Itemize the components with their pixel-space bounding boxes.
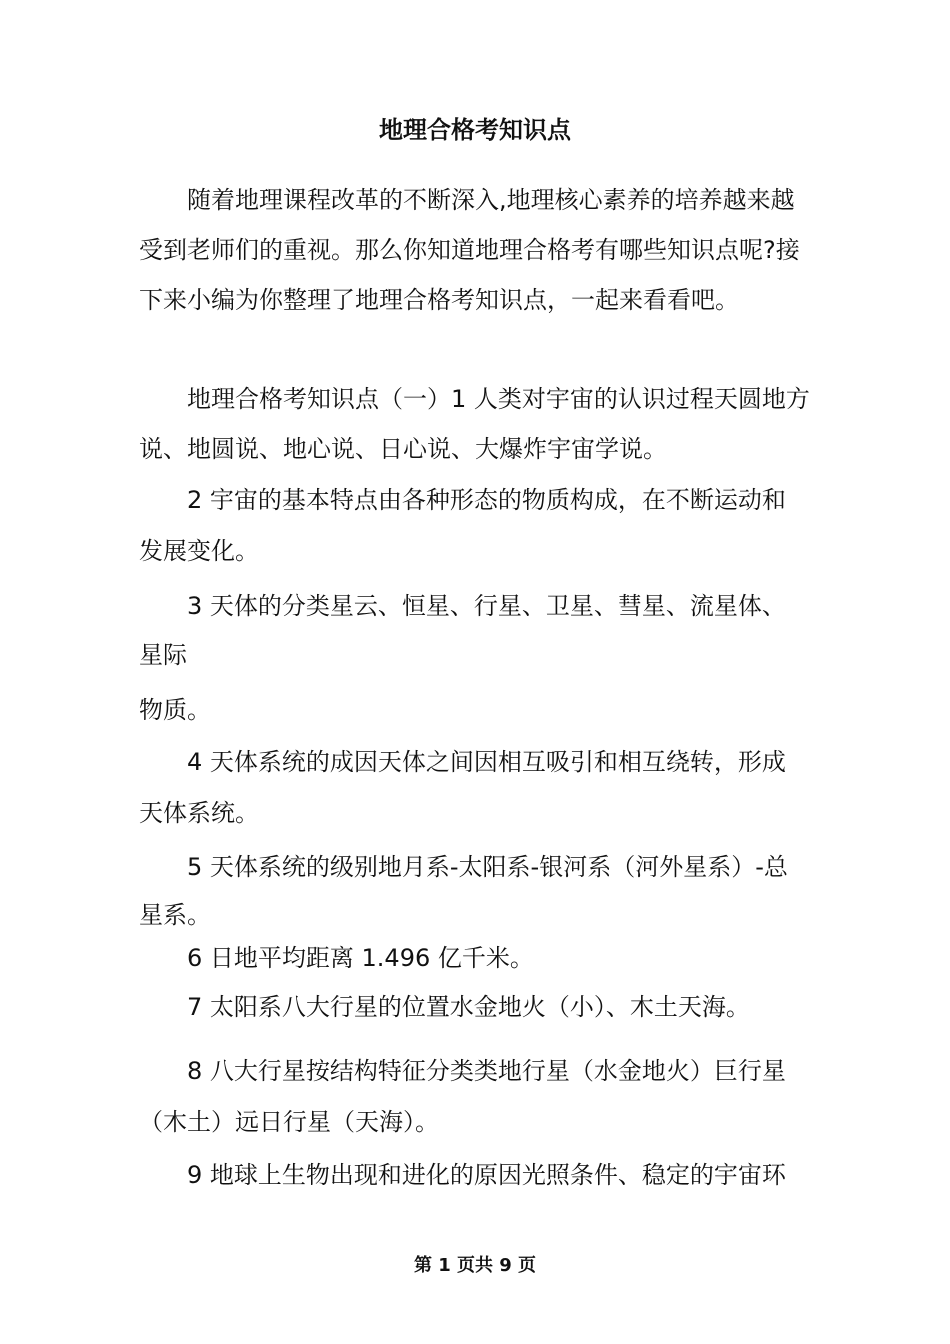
paragraph-line: 下来小编为你整理了地理合格考知识点，一起来看看吧。 [139,286,739,314]
paragraph-line: 6 日地平均距离 1.496 亿千米。 [187,944,534,972]
paragraph-line: 星际 [139,641,187,669]
paragraph-line: （木土）远日行星（天海）。 [139,1108,439,1136]
paragraph-line: 7 太阳系八大行星的位置水金地火（小）、木土天海。 [187,993,750,1021]
paragraph-line: 3 天体的分类星云、恒星、行星、卫星、彗星、流星体、 [187,592,786,620]
paragraph-line: 5 天体系统的级别地月系-太阳系-银河系（河外星系）-总 [187,853,788,881]
paragraph-line: 发展变化。 [139,537,259,565]
paragraph-line: 地理合格考知识点（一）1 人类对宇宙的认识过程天圆地方 [187,385,810,413]
paragraph-line: 天体系统。 [139,799,259,827]
paragraph-line: 4 天体系统的成因天体之间因相互吸引和相互绕转，形成 [187,748,786,776]
paragraph-line: 8 八大行星按结构特征分类类地行星（水金地火）巨行星 [187,1057,786,1085]
document-title: 地理合格考知识点 [379,116,571,144]
page-footer: 第 1 页共 9 页 [413,1255,537,1276]
paragraph-line: 9 地球上生物出现和进化的原因光照条件、稳定的宇宙环 [187,1161,786,1189]
paragraph-line: 物质。 [139,696,211,724]
paragraph-line: 2 宇宙的基本特点由各种形态的物质构成，在不断运动和 [187,486,786,514]
paragraph-line: 说、地圆说、地心说、日心说、大爆炸宇宙学说。 [139,435,667,463]
paragraph-line: 受到老师们的重视。那么你知道地理合格考有哪些知识点呢?接 [139,236,800,264]
paragraph-line: 星系。 [139,901,211,929]
paragraph-line: 随着地理课程改革的不断深入,地理核心素养的培养越来越 [187,186,795,214]
